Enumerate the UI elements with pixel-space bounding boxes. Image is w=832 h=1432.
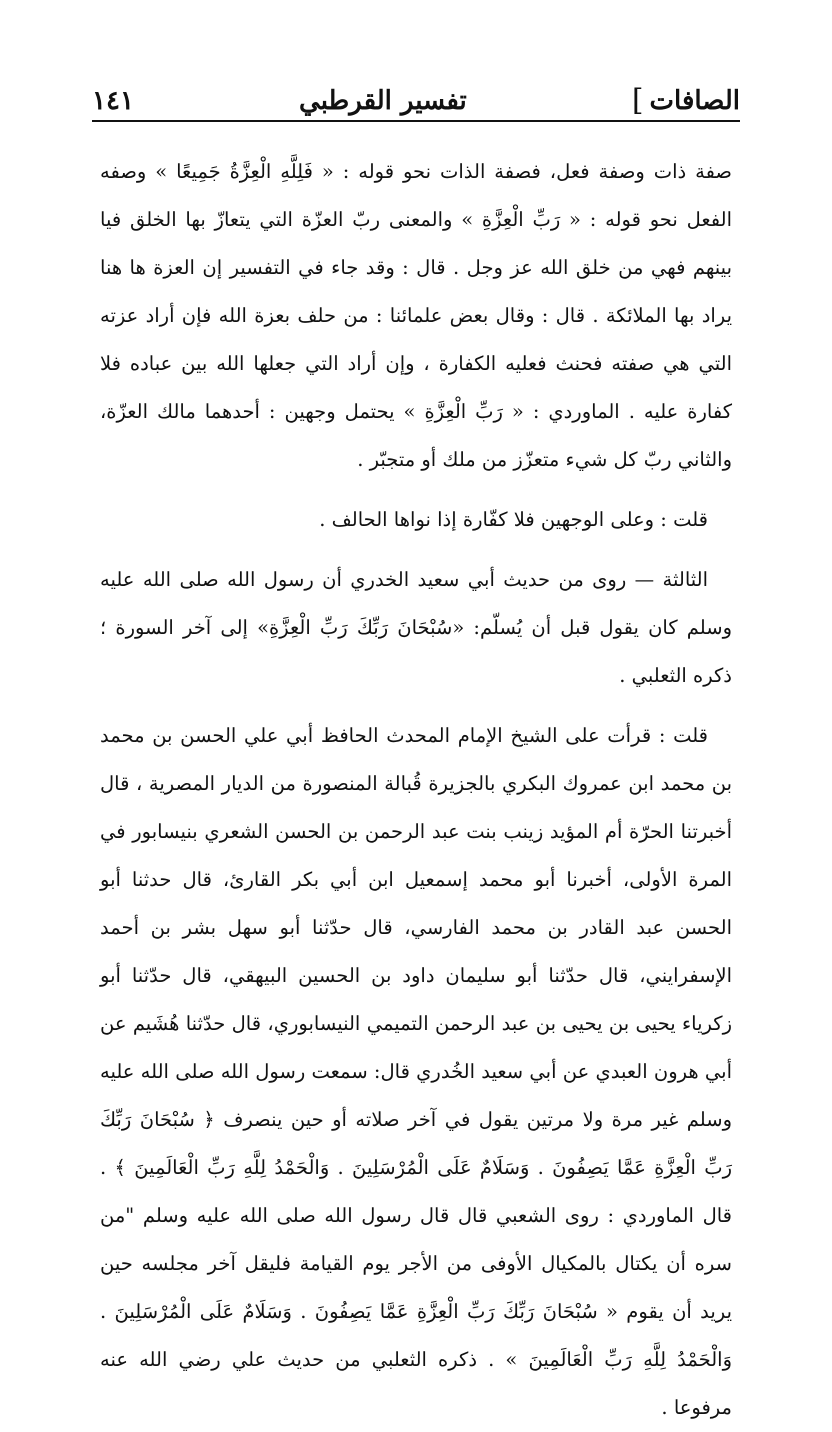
page-body bbox=[100, 148, 732, 1432]
paragraph-third-issue: الثالثة — روى من حديث أبي سعيد الخدري أن رسول الله صلى الله عليه وسلم كان يقول قبل أن يُسلّم: «سُبْحَانَ رَبِّكَ رَبِّ الْعِزَّةِ» إلى آخر السورة ؛ ذكره الثعلبي . bbox=[100, 568, 732, 687]
paragraph-isnad: قلت : قرأت على الشيخ الإمام المحدث الحافظ أبي علي الحسن بن محمد بن محمد ابن عمروك البكري بالجزيرة قُبالة المنصورة من الديار المصرية ، قال أخبرتنا الحرّة أم المؤيد زينب بنت عبد الرحمن بن الحسن الشعري بنيسابور في المرة الأولى، أخبرنا أبو محمد إسمعيل ابن أبي بكر القارئ، قال حدثنا أبو الحسن عبد القادر بن محمد الفارسي، قال حدّثنا أبو سهل بشر بن أحمد الإسفرايني، قال حدّثنا أبو سليمان داود بن الحسين البيهقي، قال حدّثنا أبو زكرياء يحيى بن يحيى بن عبد الرحمن التميمي النيسابوري، قال حدّثنا هُشَيم عن أبي هرون العبدي عن أبي سعيد الخُدري قال: سمعت رسول الله صلى الله عليه وسلم غير مرة ولا مرتين يقول في آخر صلاته أو حين ينصرف ﴿ سُبْحَانَ رَبِّكَ رَبِّ الْعِزَّةِ عَمَّا يَصِفُونَ . وَسَلَامٌ عَلَى الْمُرْسَلِينَ . وَالْحَمْدُ لِلَّهِ رَبِّ الْعَالَمِينَ ﴾ . قال الماوردي : روى الشعبي قال قال رسول الله صلى الله عليه وسلم "من سره أن يكتال بالمكيال الأوفى من الأجر يوم القيامة فليقل آخر مجلسه حين يريد أن يقوم « سُبْحَانَ رَبِّكَ رَبِّ الْعِزَّةِ عَمَّا يَصِفُونَ . وَسَلَامٌ عَلَى الْمُرْسَلِينَ . وَالْحَمْدُ لِلَّهِ رَبِّ الْعَالَمِينَ » . ذكره الثعلبي من حديث علي رضي الله عنه مرفوعا . bbox=[100, 724, 732, 1419]
page-number: ١٤١ bbox=[92, 86, 134, 116]
page-header bbox=[92, 68, 740, 116]
chapter-bracket: ] bbox=[631, 83, 644, 118]
running-title: تفسير القرطبي bbox=[299, 86, 467, 116]
header-rule bbox=[92, 120, 740, 122]
paragraph-qultu-1: قلت : وعلى الوجهين فلا كفّارة إذا نواها الحالف . bbox=[319, 508, 708, 531]
chapter-name: الصافات bbox=[649, 86, 740, 116]
paragraph-definition: صفة ذات وصفة فعل، فصفة الذات نحو قوله : « فَلِلَّهِ الْعِزَّةُ جَمِيعًا » وصفه الفعل نحو قوله : « رَبِّ الْعِزَّةِ » والمعنى ربّ العزّة التي يتعازّ بها الخلق فيا بينهم فهي من خلق الله عز وجل . قال : وقد جاء في التفسير إن العزة ها هنا يراد بها الملائكة . قال : وقال بعض علمائنا : من حلف بعزة الله فإن أراد عزته التي هي صفته فحنث فعليه الكفارة ، وإن أراد التي جعلها الله بين عباده فلا كفارة عليه . الماوردي : « رَبِّ الْعِزَّةِ » يحتمل وجهين : أحدهما مالك العزّة، والثاني ربّ كل شيء متعزّز من ملك أو متجبّر . bbox=[100, 160, 732, 471]
chapter-heading bbox=[631, 83, 740, 118]
